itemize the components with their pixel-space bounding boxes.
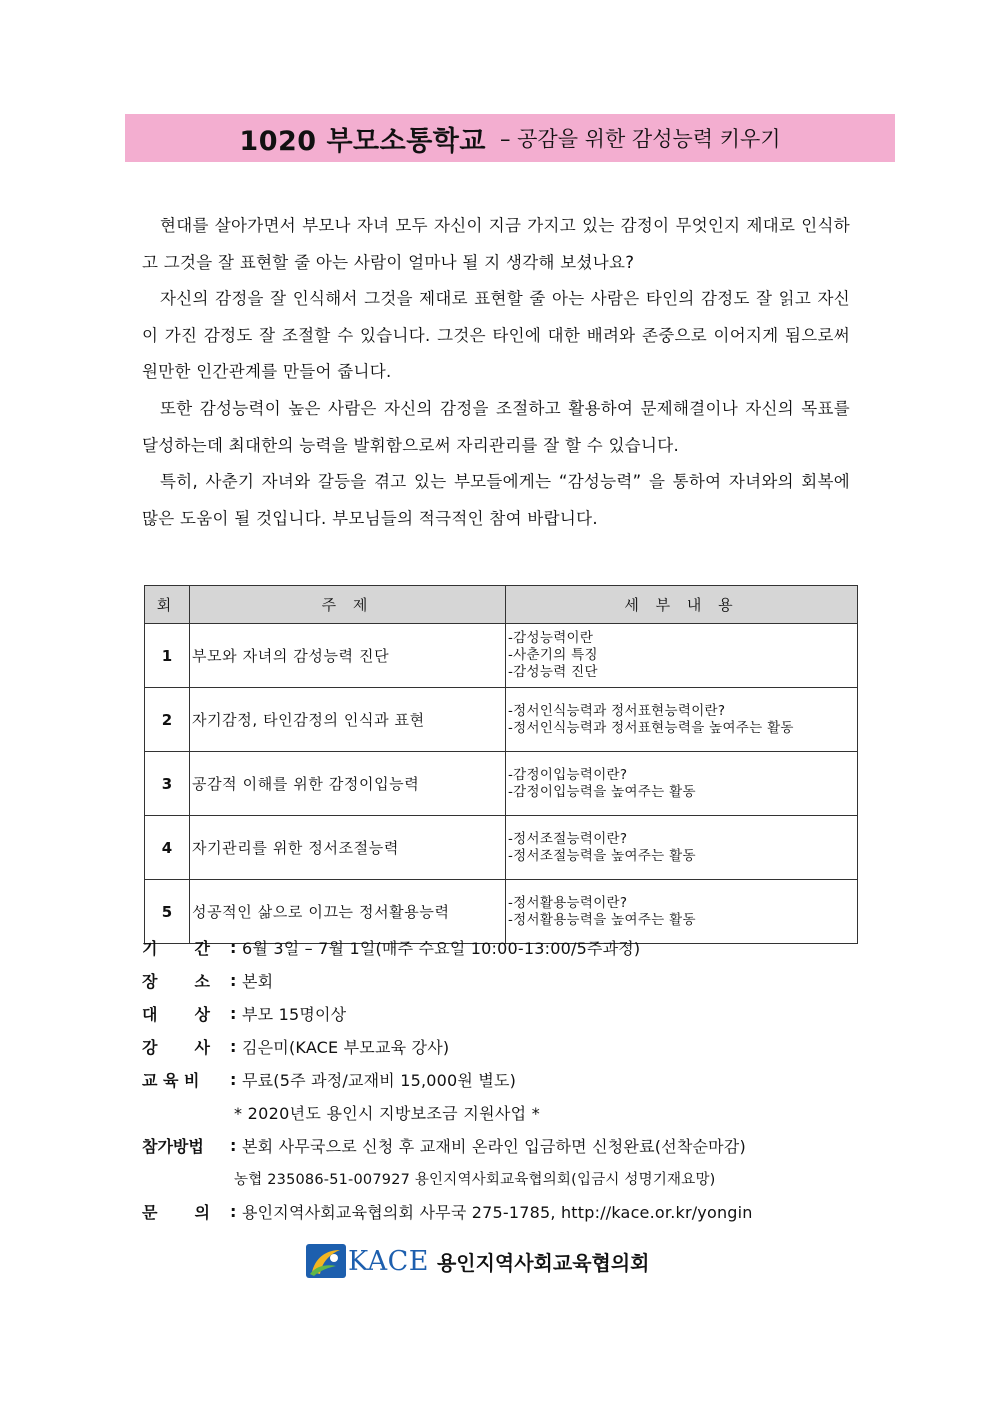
session-details: -정서활용능력이란? -정서활용능력을 높여주는 활동 xyxy=(506,880,858,944)
session-details: -정서인식능력과 정서표현능력이란? -정서인식능력과 정서표현능력을 높여주는 활동 xyxy=(506,688,858,752)
contact-value: 용인지역사회교육협의회 사무국 275-1785, http://kace.or.kr/yongin xyxy=(242,1203,753,1222)
intro-text xyxy=(142,208,850,537)
table-header-row xyxy=(145,586,858,624)
header-session: 회 xyxy=(145,586,190,624)
header-details: 세 부 내 용 xyxy=(506,586,858,624)
session-number: 1 xyxy=(145,624,190,688)
session-number: 3 xyxy=(145,752,190,816)
table-row xyxy=(145,816,858,880)
info-lecturer: 강 사 : 김은미(KACE 부모교육 강사) xyxy=(142,1037,450,1057)
intro-paragraph-3: 또한 감성능력이 높은 사람은 자신의 감정을 조절하고 활용하여 문제해결이나 자신의 목표를 달성하는데 최대한의 능력을 발휘함으로써 자리관리를 잘 할 수 있습니다. xyxy=(142,398,850,455)
table-row xyxy=(145,624,858,688)
session-topic: 공감적 이해를 위한 감정이입능력 xyxy=(190,752,506,816)
table-row xyxy=(145,752,858,816)
kace-logo-icon xyxy=(306,1244,346,1278)
table-row xyxy=(145,688,858,752)
session-topic: 자기감정, 타인감정의 인식과 표현 xyxy=(190,688,506,752)
title-banner xyxy=(125,114,895,162)
info-contact: 문 의 : 용인지역사회교육협의회 사무국 275-1785, http://kace.or.kr/yongin xyxy=(142,1202,753,1222)
header-topic: 주 제 xyxy=(190,586,506,624)
session-details: -감정이입능력이란? -감정이입능력을 높여주는 활동 xyxy=(506,752,858,816)
info-place: 장 소 : 본회 xyxy=(142,971,274,991)
fee-note: * 2020년도 용인시 지방보조금 지원사업 * xyxy=(234,1104,541,1123)
session-details: -정서조절능력이란? -정서조절능력을 높여주는 활동 xyxy=(506,816,858,880)
intro-paragraph-1: 현대를 살아가면서 부모나 자녀 모두 자신이 지금 가지고 있는 감정이 무엇인지 제대로 인식하고 그것을 잘 표현할 줄 아는 사람이 얼마나 될 지 생각해 보셨나요? xyxy=(142,216,850,272)
target-value: 부모 15명이상 xyxy=(242,1005,347,1024)
schedule-table xyxy=(144,585,858,944)
lecturer-value: 김은미(KACE 부모교육 강사) xyxy=(242,1038,450,1057)
title-main: 1020 부모소통학교 xyxy=(239,125,486,157)
intro-paragraph-2: 자신의 감정을 잘 인식해서 그것을 제대로 표현할 줄 아는 사람은 타인의 감정도 잘 읽고 자신이 가진 감정도 잘 조절할 수 있습니다. 그것은 타인에 대한 배려와 존중으로 이어지게 됨으로써 원만한 인간관계를 만들어 줍니다. xyxy=(142,289,850,382)
bank-account-note: 농협 235086-51-007927 용인지역사회교육협의회(입금시 성명기재요망) xyxy=(234,1172,716,1188)
fee-value: 무료(5주 과정/교재비 15,000원 별도) xyxy=(242,1071,517,1090)
session-topic: 자기관리를 위한 정서조절능력 xyxy=(190,816,506,880)
place-value: 본회 xyxy=(242,972,274,991)
logo-brand: KACE xyxy=(348,1245,429,1277)
session-number: 2 xyxy=(145,688,190,752)
period-value: 6월 3일 – 7월 1일(매주 수요일 10:00-13:00/5주과정) xyxy=(242,939,641,958)
program-info xyxy=(142,931,882,1228)
info-apply: 참가방법 : 본회 사무국으로 신청 후 교재비 온라인 입금하면 신청완료(선착순마감) xyxy=(142,1136,746,1156)
session-details: -감성능력이란 -사춘기의 특징 -감성능력 진단 xyxy=(506,624,858,688)
info-fee: 교 육 비 : 무료(5주 과정/교재비 15,000원 별도) xyxy=(142,1070,517,1090)
session-number: 4 xyxy=(145,816,190,880)
apply-value: 본회 사무국으로 신청 후 교재비 온라인 입금하면 신청완료(선착순마감) xyxy=(242,1137,746,1156)
intro-paragraph-4: 특히, 사춘기 자녀와 갈등을 겪고 있는 부모들에게는 “감성능력” 을 통하여 자녀와의 회복에 많은 도움이 될 것입니다. 부모님들의 적극적인 참여 바랍니다. xyxy=(142,472,850,528)
title-sub: – 공감을 위한 감성능력 키우기 xyxy=(499,127,781,151)
organization-logo xyxy=(306,1243,649,1279)
session-number: 5 xyxy=(145,880,190,944)
session-topic: 성공적인 삶으로 이끄는 정서활용능력 xyxy=(190,880,506,944)
info-period: 기 간 : 6월 3일 – 7월 1일(매주 수요일 10:00-13:00/5주과정) xyxy=(142,938,641,958)
logo-org-name: 용인지역사회교육협의회 xyxy=(436,1250,650,1275)
session-topic: 부모와 자녀의 감성능력 진단 xyxy=(190,624,506,688)
info-target: 대 상 : 부모 15명이상 xyxy=(142,1004,347,1024)
